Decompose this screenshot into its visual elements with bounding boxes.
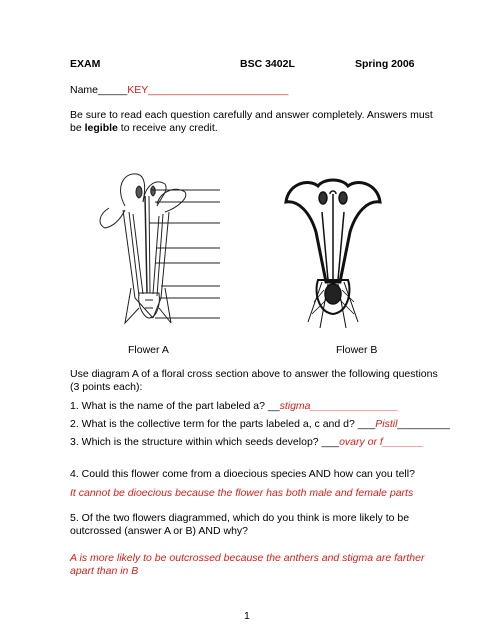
question-1-text: 1. What is the name of the part labeled a? __: [70, 400, 280, 412]
name-label: Name_____: [70, 84, 128, 96]
question-3-answer: ovary or f_______: [339, 436, 424, 448]
flower-a-diagram: [95, 168, 225, 338]
caption-flower-b: Flower B: [336, 344, 378, 356]
question-4-text: 4. Could this flower come from a dioecious species AND how can you tell?: [70, 468, 415, 480]
question-2-tail: _________: [397, 418, 450, 430]
name-line: [70, 84, 288, 97]
instructions: [70, 109, 440, 135]
question-1-answer: stigma_______________: [279, 400, 399, 412]
name-answer: KEY________________________: [127, 84, 289, 96]
exam-label: EXAM: [70, 58, 101, 70]
question-2-answer: Pistil: [375, 418, 398, 430]
question-4-answer: It cannot be dioecious because the flower has both male and female parts: [70, 487, 414, 499]
question-2-text: 2. What is the collective term for the parts labeled a, c and d? ___: [70, 418, 376, 430]
instructions-bold: legible: [84, 122, 118, 134]
caption-flower-a: Flower A: [128, 344, 169, 356]
question-1: [70, 400, 398, 413]
question-3-text: 3. Which is the structure within which seeds develop? ___: [70, 436, 340, 448]
instructions-text: Be sure to read each question carefully and answer completely. Answers must be: [70, 109, 433, 134]
question-2: [70, 418, 450, 431]
intro-text: Use diagram A of a floral cross section above to answer the following questions (3 points each):: [70, 368, 438, 393]
term: Spring 2006: [355, 58, 415, 70]
flower-b-diagram: [278, 172, 388, 332]
question-3: [70, 436, 424, 449]
page-number: 1: [244, 610, 250, 622]
question-5-answer: A is more likely to be outcrossed because the anthers and stigma are farther apart than in B: [70, 552, 425, 577]
instructions-tail: to receive any credit.: [117, 122, 218, 134]
course-code: BSC 3402L: [240, 58, 295, 70]
question-5-text: 5. Of the two flowers diagrammed, which do you think is more likely to be outcrossed (answer A or B) AND why?: [70, 512, 410, 537]
